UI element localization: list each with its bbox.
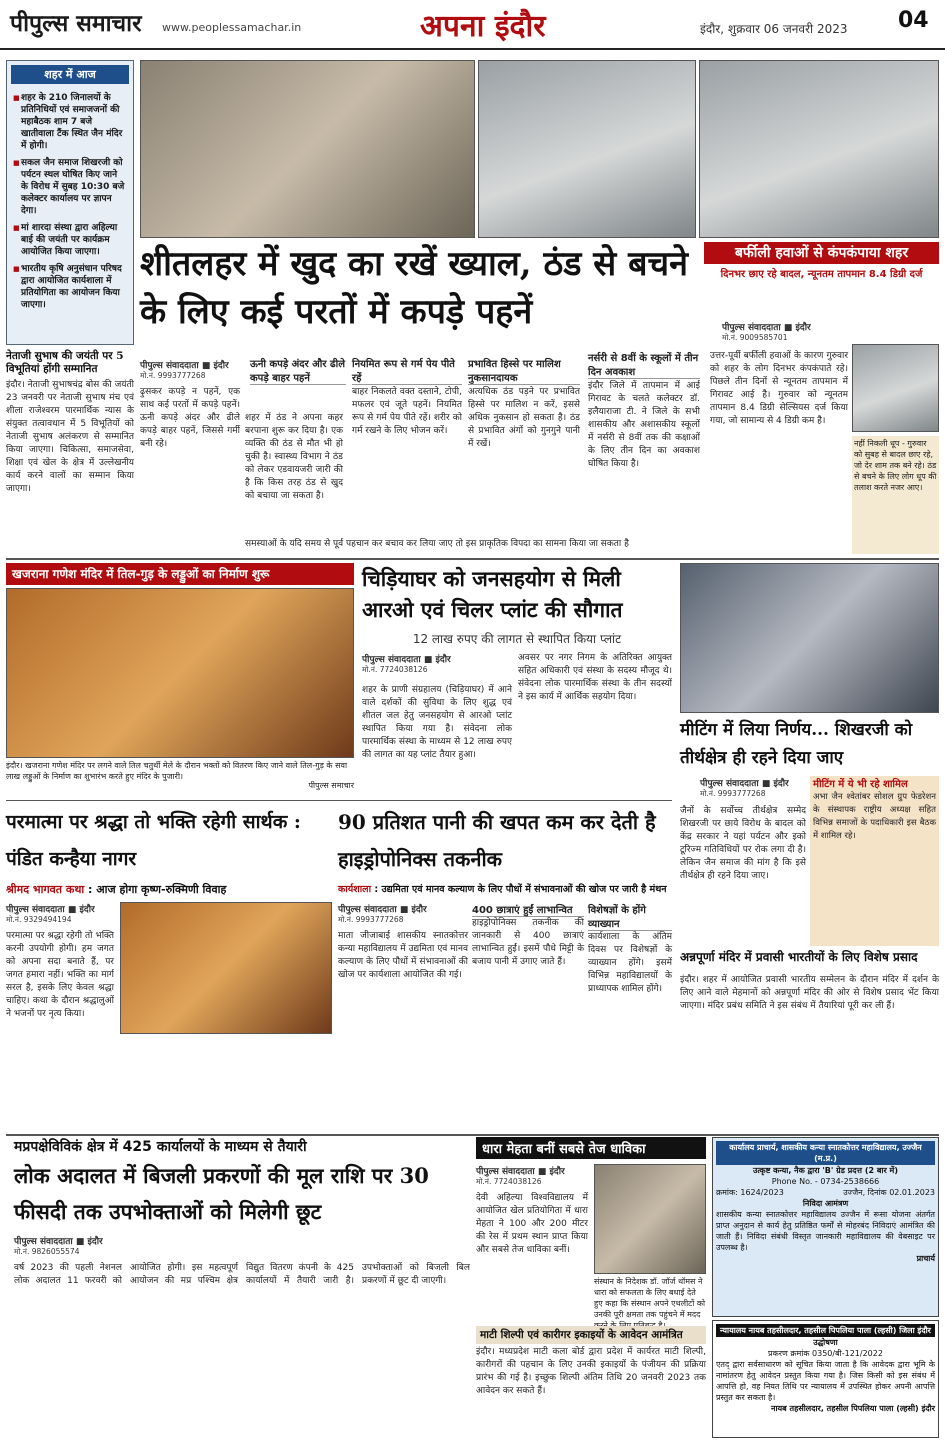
- sub-heading: प्रभावित हिस्से पर मालिश नुकसानदायक: [468, 356, 580, 385]
- city-today-list: [7, 88, 133, 320]
- divider: [6, 800, 672, 801]
- divider: [6, 1134, 939, 1136]
- dateline: इंदौर, शुक्रवार 06 जनवरी 2023: [700, 22, 848, 36]
- main-headline: शीतलहर में खुद का रखें ख्याल, ठंड से बचने के लिए कई परतों में कपड़े पहनें: [140, 244, 688, 332]
- website-link[interactable]: www.peoplessamachar.in: [162, 21, 302, 34]
- photo-athlete: [594, 1164, 706, 1274]
- main-footer-line: समस्याओं के यदि समय से पूर्व पहचान कर बचाव कर लिया जाए तो इस प्राकृतिक विपदा का सामना किया जा सकता है: [245, 539, 629, 549]
- zoo-body2: अवसर पर नगर निगम के अतिरिक्त आयुक्त सहित अधिकारी एवं संस्था के सदस्य मौजूद थे। संवेदना लोक पारमार्थिक संस्था के तीन सदस्यों ने इस कार्य में आर्थिक सहयोग दिया।: [518, 653, 672, 702]
- box1-title: 400 छात्राएं हुईं लाभान्वित: [472, 902, 584, 917]
- sub2-text: बाहर निकलते वक्त दस्ताने, टोपी, मफलर एवं जूते पहनें। नियमित रूप से गर्म पेय पीते रहें। शरीर को गर्म रखने के लिए भोजन करें।: [352, 387, 462, 436]
- laddu-banner: खजराना गणेश मंदिर में तिल-गुड़ के लड्डुओं का निर्माण शुरू: [6, 563, 354, 585]
- side-title: मीटिंग में ये भी रहे शामिल: [813, 779, 908, 790]
- zoo-deck: 12 लाख रुपए की लागत से स्थापित किया प्लांट: [412, 632, 622, 646]
- notice-refline: क्रमांक: 1624/2023 उज्जैन, दिनांक 02.01.2023: [716, 1188, 935, 1197]
- shikharji-headline: मीटिंग में लिया निर्णय... शिखरजी को तीर्थक्षेत्र ही रहने दिया जाए: [680, 720, 913, 768]
- section-title: अपना इंदौर: [420, 9, 546, 44]
- side-text: अभा जैन श्वेतांबर सोशल ग्रुप फेडरेशन के संस्थापक राष्ट्रीय अध्यक्ष सहित विभिन्न समाजों के पदाधिकारी इस बैठक में शामिल रहे।: [813, 792, 936, 841]
- dhavika-caption: संस्थान के निदेशक डॉ. जॉर्ज थॉमस ने धारा को सफलता के लिए बधाई देते हुए कहा कि संस्थान अपने एथलीटों को उनकी पूरी क्षमता तक पहुंचने में मदद: [594, 1277, 706, 1319]
- city-today-box: [6, 60, 134, 345]
- photo-foggy-sky: [852, 344, 939, 432]
- logo: पीपुल्स समाचार: [10, 10, 142, 37]
- zoo-body1: शहर के प्राणी संग्रहालय (चिड़ियाघर) में आने वाले दर्शकों की सुविधा के लिए शुद्ध एवं शीतल जल हेतु जनसहयोग से आरओ प्लांट स्थापित किया गया है। संवेदना लोक पारमार्थिक संस्था के माध्यम से 12 लाख रुपए की लागत का यह प्लांट तैयार हुआ।: [362, 685, 512, 760]
- hydro-box1: [472, 902, 584, 1130]
- weather-headline: बर्फीली हवाओं से कंपकंपाया शहर: [704, 242, 939, 264]
- court-notice: [712, 1320, 939, 1438]
- masthead: [0, 0, 945, 50]
- city-today-title: शहर में आज: [11, 65, 129, 84]
- bhakti-byline: पीपुल्स संवाददाता ■ इंदौर मो.नं. 9329494194: [6, 905, 95, 924]
- divider: [6, 558, 939, 560]
- page-number: 04: [898, 8, 929, 33]
- photo-meeting: [680, 563, 939, 713]
- notice-subtitle: उत्कृष्ट कन्या, नैक द्वारा 'B' ग्रेड प्रदत्त (2 बार में): [753, 1166, 898, 1175]
- matishilp-headline: माटी शिल्पी एवं कारीगर इकाइयों के आवेदन आमंत्रित: [476, 1326, 706, 1344]
- hydro-body: माता जीजाबाई शासकीय स्नातकोत्तर कन्या महाविद्यालय में उद्यमिता एवं मानव कल्याण के लिए पौधों में संभावनाओं की खोज पर कार्यशाला आयोजित की गई।: [338, 931, 468, 980]
- zoo-headline: चिड़ियाघर को जनसहयोग से मिली आरओ एवं चिलर प्लांट की सौगात: [362, 566, 623, 622]
- notice-body: एतद् द्वारा सर्वसाधारण को सूचित किया जाता है कि आवेदक द्वारा भूमि के नामांतरण हेतु आवेदन प्रस्तुत किया गया है। जिस किसी को इस संबंध में आपत्ति हो, वह नियत तिथि पर न्यायालय में उपस्थित होकर अपनी आपत्ति प्रस्तुत कर सकता है।: [716, 1360, 935, 1402]
- sub-heading: नर्सरी से 8वीं के स्कूलों में तीन दिन अवकाश: [588, 350, 700, 379]
- list-item: ■ मां शारदा संस्था द्वारा अहिल्या बाई की जयंती पर कार्यक्रम आयोजित किया जाएगा।: [13, 222, 127, 258]
- notice-ref: प्रकरण क्रमांक 0350/बी-121/2022: [768, 1349, 883, 1358]
- bhakti-body-cont: [120, 1038, 332, 1130]
- box2-title: विशेषज्ञों के होंगे व्याख्यान: [588, 902, 672, 931]
- photo-credit: पीपुल्स समाचार: [308, 781, 354, 790]
- netaji-body: इंदौर। नेताजी सुभाषचंद्र बोस की जयंती 23 जनवरी पर नेताजी सुभाष मंच एवं शीला राजेश्वरम पारमार्थिक न्यास के संयुक्त तत्वावधान में 5 विभूतियों को नेताजी सुभाष अलंकरण से सम्मानित किया जाएगा। चिकित्सा, समाजसेवा, शिक्षा एवं खेल के क्षेत्र में उल्लेखनीय कार्य करने वालों का सम्मान किया जाएगा।: [6, 380, 134, 495]
- dhavika-headline: धारा मेहता बनीं सबसे तेज धाविका: [476, 1137, 706, 1159]
- bhakti-deck: श्रीमद भागवत कथा : आज होगा कृष्ण-रुक्मिणी विवाह: [6, 883, 227, 896]
- main-col2: शहर में ठंड ने अपना कहर बरपाना शुरू कर दिया है। एक व्यक्ति की ठंड से मौत भी हो चुकी है। स्वास्थ्य विभाग ने ठंड को लेकर एडवायजरी जारी की है कि किस तरह ठंड से खुद को बचाया जा सकता है।: [245, 413, 343, 501]
- weather-byline: पीपुल्स संवाददाता ■ इंदौर मो.नं. 9009585701: [722, 323, 811, 342]
- notice-body: शासकीय कन्या स्नातकोत्तर महाविद्यालय उज्जैन में रूसा योजना अंतर्गत प्राप्त अनुदान से कार्य हेतु प्रतिष्ठित फर्मों से मोहरबंद निविदाएं आमंत्रित की जाती हैं। निविदा संबंधी विस्तृत जानकारी महाविद्यालय की वेबसाइट पर उपलब्ध है।: [716, 1210, 935, 1252]
- matishilp-body: इंदौर। मध्यप्रदेश माटी कला बोर्ड द्वारा प्रदेश में कार्यरत माटी शिल्पी, कारीगरों की पहचान के लिए उनकी इकाइयों के पंजीयन की प्रक्रिया प्रारंभ की गई है। इच्छुक शिल्पी अंतिम तिथि 20 जनवरी 2023 तक आवेदन कर सकते हैं।: [476, 1347, 706, 1396]
- shikharji-byline: पीपुल्स संवाददाता ■ इंदौर मो.नं. 9993777268: [700, 779, 789, 798]
- netaji-headline: नेताजी सुभाष की जयंती पर 5 विभूतियां होंगी सम्मानित: [6, 350, 124, 375]
- weather-body: उत्तर-पूर्वी बर्फीली हवाओं के कारण गुरुवार को शहर के लोग दिनभर कंपकंपाते रहे। पिछले तीन दिनों से न्यूनतम तापमान में गिरावट आई है। गुरुवार को न्यूनतम तापमान 8.4 डिग्री सेल्सियस दर्ज किया गया, जो सामान्य से 4 डिग्री कम है।: [710, 351, 848, 426]
- lok-adalat-byline: पीपुल्स संवाददाता ■ इंदौर मो.नं. 9826055574: [14, 1237, 103, 1256]
- dhavika-byline: पीपुल्स संवाददाता ■ इंदौर मो.नं. 7724038126: [476, 1167, 565, 1186]
- sub3-text: अत्यधिक ठंड पड़ने पर प्रभावित हिस्से पर मालिश न करें, इससे अधिक नुकसान हो सकता है। ठंड से प्रभावित अंगों को गुनगुने पानी में रखें।: [468, 387, 580, 449]
- notice-sign: नायब तहसीलदार, तहसील पिपलिया पाला (ल्हसी) इंदौर: [771, 1404, 935, 1413]
- sub-heading: नियमित रूप से गर्म पेय पीते रहें: [352, 356, 462, 385]
- main-byline: पीपुल्स संवाददाता ■ इंदौर मो.नं. 9993777268: [140, 361, 229, 380]
- box1-text: हाइड्रोपोनिक्स तकनीक की जानकारी से 400 छात्राएं लाभान्वित हुईं। इसमें पौधे मिट्टी के बजाय पानी में उगाए जाते हैं।: [472, 918, 584, 967]
- shikharji-side-box: [810, 776, 939, 946]
- weather-deck: दिनभर छाए रहे बादल, न्यूनतम तापमान 8.4 डिग्री दर्ज: [720, 269, 923, 280]
- hydro-headline: 90 प्रतिशत पानी की खपत कम कर देती है हाइड्रोपोनिक्स तकनीक: [338, 810, 656, 871]
- notice-contact: Phone No. - 0734-2538666: [771, 1177, 880, 1186]
- pravasi-body: इंदौर। शहर में आयोजित प्रवासी भारतीय सम्मेलन के दौरान मंदिर में दर्शन के लिए आने वाले मेहमानों को अन्नपूर्णा मंदिर की ओर से विशेष प्रसाद भेंट किया जाएगा। मंदिर प्रबंध समिति ने इस संबंध में तैयारियां पूरी कर ली हैं।: [680, 975, 939, 1011]
- sub-heading: ऊनी कपड़े अंदर और ढीले कपड़े बाहर पहनें: [250, 356, 346, 385]
- sub1-text: ढ़ुसकर कपड़े न पहनें, एक साथ कई परतों में कपड़े पहनें। ऊनी कपड़े अंदर और ढीले कपड़े बाहर पहनें, जिससे गर्मी बनी रहे।: [140, 387, 240, 449]
- hydro-box2: [588, 902, 672, 1130]
- hydro-deck: कार्यशाला : उद्यमिता एवं मानव कल्याण के लिए पौधों में संभावनाओं की खोज पर जारी है मंथन: [338, 884, 667, 895]
- list-item: ■ भारतीय कृषि अनुसंधान परिषद द्वारा आयोजित कार्यशाला में प्रतियोगिता का आयोजन किया जाएगा।: [13, 263, 127, 311]
- tender-notice: [712, 1137, 939, 1317]
- pravasi-headline: अन्नपूर्णा मंदिर में प्रवासी भारतीयों के लिए विशेष प्रसाद: [680, 950, 918, 964]
- lok-adalat-body: वर्ष 2023 की पहली नेशनल लोक अदालत 11 फरवरी को आयोजित होगी। इस महत्वपूर्ण आयोजन की मप्र पश्चिम क्षेत्र विद्युत वितरण कंपनी के 425 कार्यालयों में तैयारी जारी है। उपभोक्ताओं को बिजली बिल प्रकरणों में छूट दी जाएगी।: [14, 1263, 470, 1286]
- list-item: ■ शहर के 210 जिनालयों के प्रतिनिधियों एवं समाजजनों की महाबैठक शाम 7 बजे खातीवाला टैंक स्थित जैन मंदिर में होगी।: [13, 92, 127, 152]
- lok-adalat-headline: लोक अदालत में बिजली प्रकरणों की मूल राशि पर 30 फीसदी तक उपभोक्ताओं को मिलेगी छूट: [14, 1163, 429, 1224]
- bhakti-body: परमात्मा पर श्रद्धा रहेगी तो भक्ति करनी उपयोगी होगी। हम जगत को अपना सदा बनाते हैं, पर जगत हमारा नहीं। भक्ति का मार्ग सरल है, इसके लिए केवल श्रद्धा चाहिए। कथा के दौरान श्रद्धालुओं ने भजनों पर नृत्य किया।: [6, 931, 114, 1019]
- photo-family-scooter: [699, 60, 939, 238]
- photo-laddu-making: [6, 588, 354, 758]
- lok-adalat-kicker: मप्रपक्षेविविकं क्षेत्र में 425 कार्यालयों के माध्यम से तैयारी: [14, 1139, 307, 1155]
- notice-sign: प्राचार्य: [916, 1254, 935, 1263]
- netaji-article: [6, 350, 134, 560]
- weather-caption: नहीं निकली धूप - गुरुवार को सुबह से बादल छाए रहे, जो देर शाम तक बने रहे। ठंड से बचने के लिए लोग धूप की तलाश करते नजर आए।: [852, 436, 939, 554]
- hydro-byline: पीपुल्स संवाददाता ■ इंदौर मो.नं. 9993777268: [338, 905, 427, 924]
- photo-bhagwat-katha: [120, 902, 332, 1034]
- dhavika-body: देवी अहिल्या विश्वविद्यालय में आयोजित खेल प्रतियोगिता में धारा मेहता ने 100 और 200 मीटर की रेस में प्रथम स्थान प्राप्त किया और सबसे तेज धाविका बनीं।: [476, 1193, 588, 1255]
- notice-heading: उद्घोषणा: [813, 1338, 838, 1347]
- photo-morning-walkers: [478, 60, 696, 238]
- notice-heading: निविदा आमंत्रण: [802, 1199, 849, 1208]
- bhakti-headline: परमात्मा पर श्रद्धा तो भक्ति रहेगी सार्थक : पंडित कन्हैया नागर: [6, 811, 301, 870]
- photo-woman-child: [140, 60, 475, 238]
- shikharji-body: जैनों के सर्वोच्च तीर्थक्षेत्र सम्मेद शिखरजी पर छाये विरोध के बादल को केंद्र सरकार ने यहां पर्यटन और इको टूरिज्म गतिविधियों पर रोक लगा दी है। लेकिन जैन समाज की मांग है कि इसे तीर्थक्षेत्र ही रहने दिया जाए।: [680, 806, 806, 881]
- sub4-text: इंदौर जिले में तापमान में आई गिरावट के चलते कलेक्टर डॉ. इलैयाराजा टी. ने जिले के सभी शासकीय और अशासकीय स्कूलों में नर्सरी से 8वीं तक की कक्षाओं के लिए तीन दिन का अवकाश घोषित किया है।: [588, 381, 700, 469]
- zoo-byline: पीपुल्स संवाददाता ■ इंदौर मो.नं. 7724038126: [362, 655, 451, 674]
- laddu-caption: इंदौर। खजराना गणेश मंदिर पर लगने वाले तिल चतुर्थी मेले के दौरान भक्तों को वितरण किए जाने वाले तिल-गुड़ के सवा लाख लड्डुओं के निर्माण का शुभारंभ करते हुए मंदिर के पुजारी।: [6, 761, 348, 781]
- notice-title: कार्यालय प्राचार्य, शासकीय कन्या स्नातकोत्तर महाविद्यालय, उज्जैन (म.प्र.): [716, 1141, 935, 1165]
- list-item: ■ सकल जैन समाज शिखरजी को पर्यटन स्थल घोषित किए जाने के विरोध में सुबह 10:30 बजे कलेक्टर कार्यालय पर ज्ञापन देगा।: [13, 157, 127, 217]
- box2-text: कार्यशाला के अंतिम दिवस पर विशेषज्ञों के व्याख्यान होंगे। इसमें विभिन्न महाविद्यालयों के प्राध्यापक शामिल होंगे।: [588, 932, 672, 994]
- notice-title: न्यायालय नायब तहसीलदार, तहसील पिपलिया पाला (ल्हसी) जिला इंदौर: [716, 1324, 935, 1337]
